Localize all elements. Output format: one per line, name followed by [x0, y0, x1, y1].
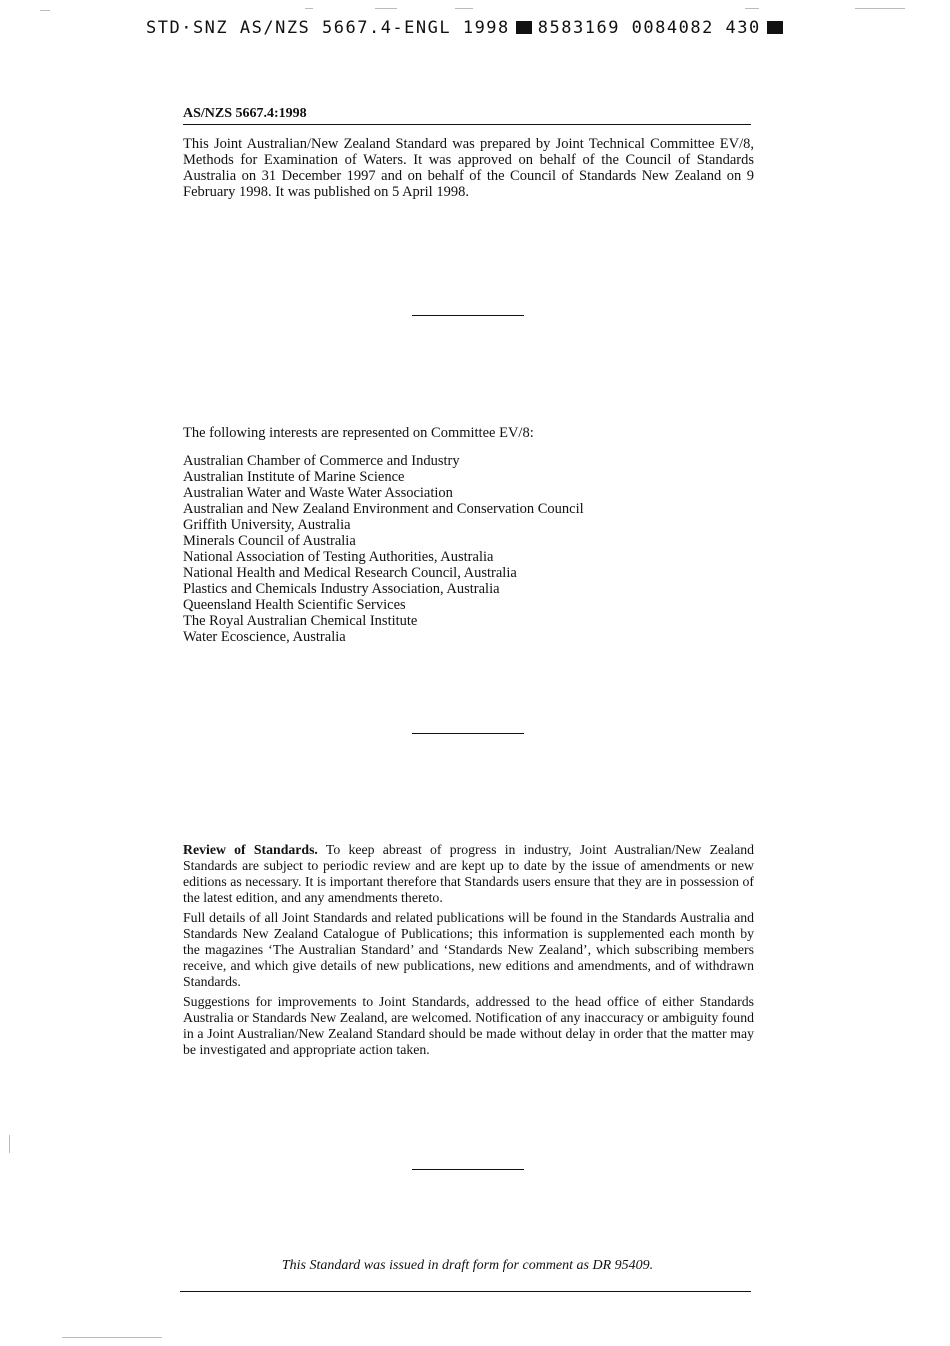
document-code-header [146, 18, 789, 38]
block-mark [767, 21, 783, 34]
review-paragraph: Suggestions for improvements to Joint Standards, addressed to the head office of either Standards Australia or Standards New Zealand, are welcomed. Notification of any inaccuracy or ambiguity found in a Joint Australian/New Zealand Standard should be made without delay in order that the matter may be investigated and appropriate action taken. [183, 994, 754, 1057]
section-divider [412, 315, 524, 316]
scan-mark [305, 8, 313, 9]
scan-mark [855, 8, 905, 9]
document-code: STD·SNZ AS/NZS 5667.4-ENGL 1998 [146, 18, 510, 38]
list-item: National Association of Testing Authorities, Australia [183, 549, 494, 565]
section-divider [412, 1169, 524, 1170]
list-item: The Royal Australian Chemical Institute [183, 613, 418, 629]
standard-designation: AS/NZS 5667.4:1998 [183, 106, 751, 125]
barcode-number: 8583169 0084082 430 [537, 18, 761, 38]
review-of-standards [183, 842, 754, 1062]
scan-mark [455, 8, 473, 9]
list-item: Water Ecoscience, Australia [183, 629, 346, 645]
list-item: National Health and Medical Research Council, Australia [183, 565, 517, 581]
scan-mark [9, 1135, 10, 1153]
footer-rule [180, 1291, 751, 1292]
scan-mark [62, 1337, 162, 1338]
draft-note: This Standard was issued in draft form for comment as DR 95409. [281, 1258, 654, 1273]
review-paragraph: Full details of all Joint Standards and related publications will be found in the Standards Australia and Standards New Zealand Catalogue of Publications; this information is supplemented each month by the magazines ‘The Australian Standard’ and ‘Standards New Zealand’, which subscribing members receive, and which give details of new publications, new editions and amendments, and of withdrawn Standards. [183, 910, 754, 989]
scan-mark [745, 8, 759, 9]
list-item: Australian Water and Waste Water Association [183, 485, 453, 501]
committee-members-list [183, 453, 584, 645]
list-item: Australian Institute of Marine Science [183, 469, 405, 485]
list-item: Australian Chamber of Commerce and Industry [183, 453, 460, 469]
section-divider [412, 733, 524, 734]
preparation-statement: This Joint Australian/New Zealand Standard was prepared by Joint Technical Committee EV/8, Methods for Examination of Waters. It was approved on behalf of the Council of Standards Australia on 31 December 1997 and on behalf of the Council of Standards New Zealand on 9 February 1998. It was published on 5 April 1998. [183, 136, 754, 200]
list-item: Griffith University, Australia [183, 517, 351, 533]
review-text: To keep abreast of progress in industry, Joint Australian/New Zealand Standards are subject to periodic review and are kept up to date by the issue of amendments or new editions as necessary. It is important therefore that Standards users ensure that they are in possession of the latest edition, and any amendments thereto. [183, 842, 755, 905]
committee-heading: The following interests are represented on Committee EV/8: [183, 425, 534, 441]
review-paragraph [183, 842, 754, 906]
list-item: Plastics and Chemicals Industry Association, Australia [183, 581, 500, 597]
list-item: Queensland Health Scientific Services [183, 597, 406, 613]
block-mark [516, 21, 532, 34]
list-item: Minerals Council of Australia [183, 533, 356, 549]
review-heading: Review of Standards. [183, 842, 318, 857]
scan-mark [40, 10, 50, 11]
list-item: Australian and New Zealand Environment and Conservation Council [183, 501, 584, 517]
scan-mark [375, 8, 397, 9]
